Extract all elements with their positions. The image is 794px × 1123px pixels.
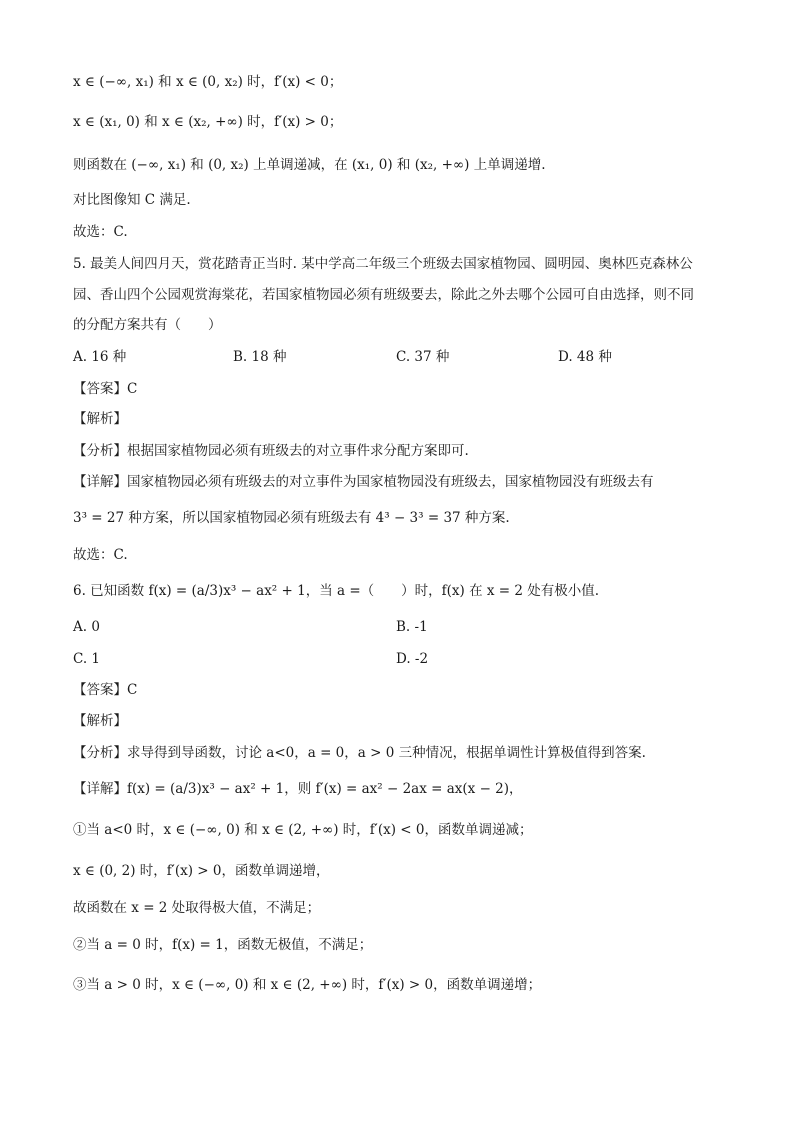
text-line-5: 故选：C. — [73, 224, 128, 240]
text-line-3: 则函数在 (−∞, x₁) 和 (0, x₂) 上单调递减，在 (x₁, 0) 和 (x₂, +∞) 上单调递增. — [73, 157, 546, 173]
q6-option-d: D. -2 — [396, 651, 429, 667]
q6-option-b: B. -1 — [396, 619, 428, 635]
detail-text-5: 【详解】国家植物园必须有班级去的对立事件为国家植物园没有班级去，国家植物园没有班级去有 — [73, 474, 654, 490]
analysis-label-6: 【解析】 — [73, 713, 127, 729]
question-5-line-2: 园、香山四个公园观赏海棠花，若国家植物园必须有班级要去，除此之外去哪个公园可自由选择，则不同 — [73, 287, 694, 303]
q5-option-d: D. 48 种 — [558, 349, 612, 365]
case-1-line-2: x ∈ (0, 2) 时，f′(x) > 0，函数单调递增， — [73, 863, 330, 879]
case-1-line-1: ①当 a<0 时，x ∈ (−∞, 0) 和 x ∈ (2, +∞) 时，f′(x) < 0，函数单调递减； — [73, 822, 533, 838]
answer-label-6: 【答案】C — [73, 682, 138, 698]
q5-option-a: A. 16 种 — [73, 349, 127, 365]
q6-option-a: A. 0 — [73, 619, 100, 635]
analysis-label-5: 【解析】 — [73, 411, 127, 427]
answer-label-5: 【答案】C — [73, 381, 138, 397]
detail-formula-5: 3³ = 27 种方案，所以国家植物园必须有班级去有 4³ − 3³ = 37 种方案. — [73, 510, 510, 526]
text-line-4: 对比图像知 C 满足. — [73, 192, 191, 208]
choice-line-5: 故选：C. — [73, 547, 128, 563]
question-5-line-1: 5. 最美人间四月天，赏花踏青正当时. 某中学高二年级三个班级去国家植物园、圆明园、奥林匹克森林公 — [73, 256, 693, 272]
text-line-1: x ∈ (−∞, x₁) 和 x ∈ (0, x₂) 时，f′(x) < 0； — [73, 74, 343, 90]
analysis-text-6: 【分析】求导得到导函数，讨论 a<0，a = 0，a > 0 三种情况，根据单调性计算极值得到答案. — [73, 745, 646, 761]
q5-option-c: C. 37 种 — [396, 349, 450, 365]
analysis-text-5: 【分析】根据国家植物园必须有班级去的对立事件求分配方案即可. — [73, 443, 469, 459]
question-5-line-3: 的分配方案共有（ ） — [73, 317, 222, 333]
question-6-text: 6. 已知函数 f(x) = (a/3)x³ − ax² + 1，当 a =（ ）时，f(x) 在 x = 2 处有极小值. — [73, 583, 600, 599]
text-line-2: x ∈ (x₁, 0) 和 x ∈ (x₂, +∞) 时，f′(x) > 0； — [73, 114, 343, 130]
case-1-conclusion: 故函数在 x = 2 处取得极大值，不满足； — [73, 900, 321, 916]
case-2-line: ②当 a = 0 时，f(x) = 1，函数无极值，不满足； — [73, 937, 373, 953]
q6-option-c: C. 1 — [73, 651, 101, 667]
detail-text-6: 【详解】f(x) = (a/3)x³ − ax² + 1，则 f′(x) = ax² − 2ax = ax(x − 2)， — [73, 781, 523, 797]
q5-option-b: B. 18 种 — [233, 349, 287, 365]
case-3-line: ③当 a > 0 时，x ∈ (−∞, 0) 和 x ∈ (2, +∞) 时，f′(x) > 0，函数单调递增； — [73, 977, 542, 993]
